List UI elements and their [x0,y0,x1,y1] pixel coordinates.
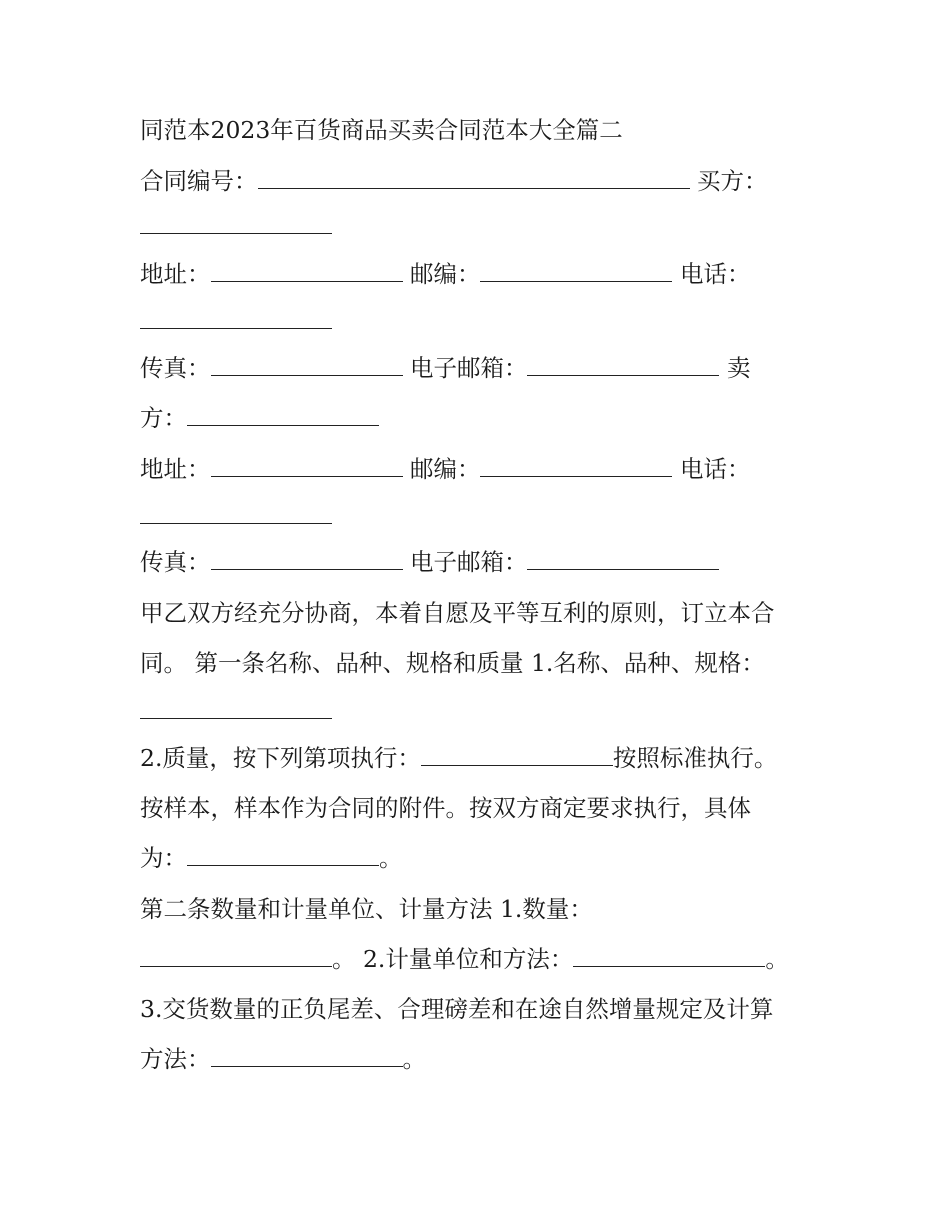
document-title: 同范本2023年百货商品买卖合同范本大全篇二 [140,116,623,144]
buyer-address-label: 地址： [140,260,211,288]
seller-address-blank[interactable] [211,454,403,477]
seller-fax-blank[interactable] [211,547,403,570]
seller-label-part1: 卖 [719,354,751,382]
seller-postcode-label: 邮编： [402,455,481,483]
unit-method-period: 。 [765,945,789,973]
buyer-phone-blank[interactable] [140,306,332,329]
unit-method-label: 。 2.计量单位和方法： [332,945,574,973]
seller-email-blank[interactable] [527,547,719,570]
sample-line: 按样本，样本作为合同的附件。按双方商定要求执行，具体 [140,794,751,822]
preamble-line: 甲乙双方经充分协商，本着自愿及平等互利的原则，订立本合 [140,599,775,627]
buyer-address-line [140,258,750,290]
contract-number-label: 合同编号： [140,167,258,195]
buyer-name-blank[interactable] [140,211,332,234]
buyer-email-label: 电子邮箱： [402,354,528,382]
buyer-postcode-blank[interactable] [480,259,672,282]
article-two-line: 第二条数量和计量单位、计量方法 1.数量： [140,895,593,923]
quantity-line [140,943,789,975]
method-blank[interactable] [211,1044,403,1067]
buyer-address-blank[interactable] [211,259,403,282]
buyer-name-line [140,210,332,242]
article-one-line: 同。 第一条名称、品种、规格和质量 1.名称、品种、规格： [140,649,765,677]
buyer-fax-line [140,352,750,384]
seller-phone-label: 电话： [672,455,751,483]
specific-blank[interactable] [187,843,379,866]
seller-email-label: 电子邮箱： [402,548,528,576]
seller-fax-label: 传真： [140,548,211,576]
quality-standard-text: 按照标准执行。 [612,744,778,772]
tolerance-line: 3.交货数量的正负尾差、合理磅差和在途自然增量规定及计算 [140,995,774,1023]
specific-label: 为： [140,844,187,872]
buyer-label: 买方： [689,167,768,195]
quality-line [140,742,777,774]
buyer-phone-line [140,305,332,337]
buyer-phone-label: 电话： [672,260,751,288]
contract-number-line [140,165,767,197]
method-line [140,1043,426,1075]
quality-label: 2.质量，按下列第项执行： [140,744,421,772]
seller-postcode-blank[interactable] [480,454,672,477]
seller-address-line [140,453,750,485]
contract-number-blank[interactable] [258,166,690,189]
specific-period: 。 [379,844,403,872]
buyer-email-blank[interactable] [527,353,719,376]
quantity-blank[interactable] [140,944,332,967]
buyer-fax-blank[interactable] [211,353,403,376]
method-period: 。 [402,1045,426,1073]
seller-address-label: 地址： [140,455,211,483]
seller-phone-line [140,500,332,532]
unit-method-blank[interactable] [573,944,765,967]
seller-label-part2: 方： [140,404,187,432]
seller-name-blank[interactable] [187,403,379,426]
method-label: 方法： [140,1045,211,1073]
specific-line [140,842,403,874]
spec-blank[interactable] [140,696,332,719]
buyer-fax-label: 传真： [140,354,211,382]
quality-blank[interactable] [421,743,613,766]
buyer-postcode-label: 邮编： [402,260,481,288]
spec-line [140,695,332,727]
seller-phone-blank[interactable] [140,501,332,524]
seller-name-line [140,402,379,434]
seller-fax-line [140,546,719,578]
